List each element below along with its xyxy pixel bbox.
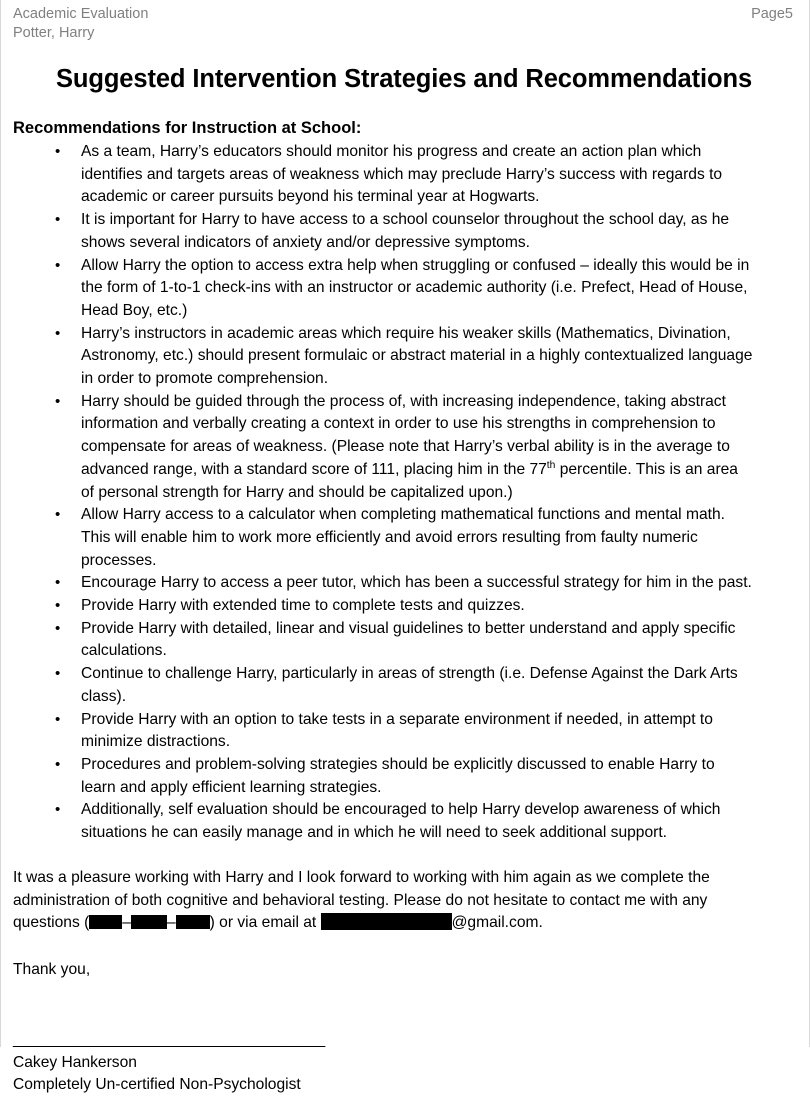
closing-text-part2: ) or via email at: [209, 914, 321, 932]
list-item: [13, 799, 795, 844]
list-item: [13, 754, 795, 799]
redacted-phone-areacode: [89, 915, 122, 929]
redacted-email-user: [321, 913, 452, 930]
list-item: [13, 618, 795, 663]
email-domain-text: @gmail.com.: [451, 914, 543, 932]
list-item: [13, 323, 795, 391]
phone-separator-2: –: [166, 914, 176, 932]
list-item-text: Additionally, self evaluation should be encouraged to help Harry develop awareness of which situations he can easily manage and in which he will need to seek additional support.: [81, 801, 721, 842]
running-header: [13, 5, 795, 49]
list-item: [13, 209, 795, 254]
bullet-icon: •: [55, 597, 61, 615]
bullet-icon: •: [55, 211, 61, 229]
list-item-text: Continue to challenge Harry, particularly in areas of strength (i.e. Defense Against the Dark Arts class).: [81, 665, 738, 705]
signer-title: Completely Un-certified Non-Psychologist: [13, 1076, 301, 1094]
redacted-phone-prefix: [131, 915, 167, 929]
section-heading: Recommendations for Instruction at School:: [13, 119, 362, 137]
bullet-icon: •: [55, 574, 61, 592]
list-item-text: Harry’s instructors in academic areas which require his weaker skills (Mathematics, Divination, Astronomy, etc.) should present formulaic or abstract material in a highly contextualized language in order to promote comprehension.: [81, 324, 753, 388]
list-item: [13, 709, 795, 754]
closing-paragraph: [13, 867, 795, 935]
list-item-text-after: percentile. This is an area of personal strength for Harry and should be capitalized upon.): [81, 460, 738, 501]
list-item: [13, 504, 795, 572]
bullet-icon: •: [55, 506, 61, 524]
subject-name-label: Potter, Harry: [13, 25, 95, 41]
bullet-icon: •: [55, 256, 61, 274]
bullet-icon: •: [55, 710, 61, 728]
list-item-text: Procedures and problem-solving strategies should be explicitly discussed to enable Harry to learn and apply efficient learning strategies.: [81, 755, 715, 796]
signature-block: [13, 1032, 795, 1097]
list-item: [13, 663, 795, 708]
list-item-text: As a team, Harry’s educators should monitor his progress and create an action plan which identifies and targets areas of weakness which may preclude Harry’s success with regards to academic or career pursuits beyond his terminal year at Hogwarts.: [81, 143, 723, 206]
document-type-label: Academic Evaluation: [13, 6, 149, 22]
signature-line: ____________________________________: [13, 1030, 326, 1048]
list-item-text: Encourage Harry to access a peer tutor, which has been a successful strategy for him in the past.: [81, 574, 752, 592]
list-item-text-before: Harry should be guided through the process of, with increasing independence, taking abstract information and verbally creating a context in order to use his strengths in comprehension to compensate for areas of weakness. (Please note that Harry’s verbal ability is in the average to advanced range, with a standard score of 111, placing him in the 77: [81, 392, 730, 478]
page-content: [1, 0, 809, 1097]
bullet-icon: •: [55, 665, 61, 683]
list-item-text: Provide Harry with extended time to complete tests and quizzes.: [81, 597, 525, 615]
list-item: [13, 141, 795, 209]
page-number: Page5: [751, 6, 793, 22]
phone-separator-1: –: [122, 914, 131, 932]
list-item-text: Provide Harry with an option to take tests in a separate environment if needed, in attempt to minimize distractions.: [81, 710, 713, 751]
bullet-icon: •: [55, 619, 61, 637]
bullet-icon: •: [55, 143, 61, 160]
list-item-text: It is important for Harry to have access to a school counselor throughout the school day, as he shows several indicators of anxiety and/or depressive symptoms.: [81, 211, 730, 251]
signer-name: Cakey Hankerson: [13, 1053, 137, 1071]
closing-text-part1: It was a pleasure working with Harry and I look forward to working with him again as we complete the administration of both cognitive and behavioral testing. Please do not hesitate to contact me with any questions (: [13, 868, 710, 932]
recommendations-list: [13, 141, 795, 845]
redacted-phone-line: [176, 915, 210, 929]
bullet-icon: •: [55, 801, 61, 819]
page-title: Suggested Intervention Strategies and Recommendations: [55, 65, 753, 93]
list-item-with-percentile: [13, 391, 795, 505]
list-item-text: Allow Harry the option to access extra help when struggling or confused – ideally this would be in the form of 1-to-1 check-ins with an instructor or academic authority (i.e. Prefect, Head of House, Head Boy, etc.): [81, 256, 750, 319]
bullet-icon: •: [55, 324, 61, 342]
ordinal-superscript: th: [546, 459, 556, 471]
bullet-icon: •: [55, 392, 61, 410]
bullet-icon: •: [55, 755, 61, 773]
list-item: [13, 255, 795, 323]
list-item-text: Allow Harry access to a calculator when completing mathematical functions and mental math. This will enable him to work more efficiently and avoid errors resulting from faulty numeric processes.: [81, 506, 725, 569]
list-item: [13, 595, 795, 618]
list-item: [13, 572, 795, 595]
list-item-text: Provide Harry with detailed, linear and visual guidelines to better understand and apply specific calculations.: [81, 619, 736, 660]
thank-you-line: Thank you,: [13, 960, 91, 978]
